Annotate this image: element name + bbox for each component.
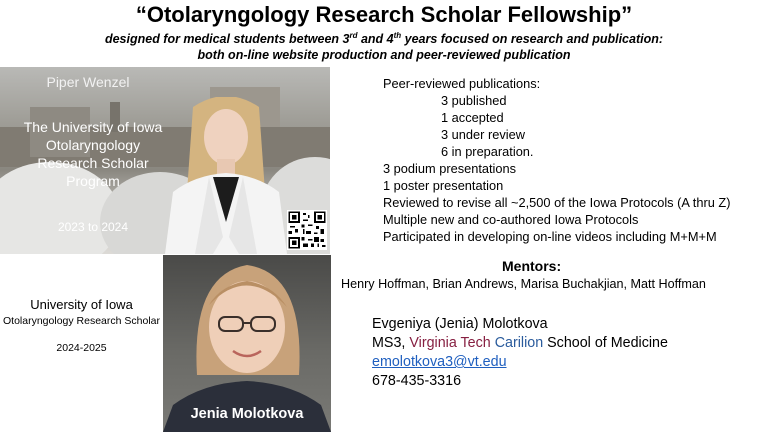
accomplishment-item: Multiple new and co-authored Iowa Protocols <box>383 212 639 227</box>
publication-stat: 3 published <box>441 93 507 108</box>
subtitle-line-1: designed for medical students between 3rd and 4th years focused on research and publication: <box>104 31 664 47</box>
publication-stat: 1 accepted <box>441 110 504 125</box>
email-link[interactable]: emolotkova3@vt.edu <box>372 354 507 370</box>
scholar-2-photo-name: Jenia Molotkova <box>190 406 304 422</box>
page-title: “Otolaryngology Research Scholar Fellowship” <box>135 2 633 27</box>
contact-name: Evgeniya (Jenia) Molotkova <box>372 316 548 332</box>
program-line-1: The University of Iowa <box>23 119 163 135</box>
mentors-heading: Mentors: <box>502 258 562 274</box>
program-line-4: Program <box>66 173 120 189</box>
program-line-3: Research Scholar <box>37 155 149 171</box>
publication-stat: 6 in preparation. <box>441 144 534 159</box>
carilion-label: Carilion <box>494 335 544 351</box>
scholar-1-years: 2023 to 2024 <box>57 220 129 234</box>
accomplishment-item: 3 podium presentations <box>383 161 517 176</box>
accomplishment-item: 1 poster presentation <box>383 178 504 193</box>
scholar-2-caption-line-1: University of Iowa <box>30 297 133 312</box>
accomplishment-item: Reviewed to revise all ~2,500 of the Iowa Protocols (A thru Z) <box>383 195 731 210</box>
contact-phone: 678-435-3316 <box>372 373 462 389</box>
scholar-1-name: Piper Wenzel <box>46 74 130 90</box>
contact-school: MS3, Virginia Tech Carilion School of Medicine <box>372 335 668 351</box>
scholar-photo-panel-1 <box>0 67 330 254</box>
scholar-2-caption-line-2: Otolaryngology Research Scholar <box>3 315 160 327</box>
program-line-2: Otolaryngology <box>45 137 141 153</box>
publications-heading: Peer-reviewed publications: <box>383 76 541 91</box>
subtitle-line-2: both on-line website production and peer-reviewed publication <box>197 48 571 62</box>
qr-code[interactable] <box>287 210 327 250</box>
scholar-2-years: 2024-2025 <box>56 342 107 354</box>
virginia-tech-label: Virginia Tech <box>409 335 491 351</box>
scholar-photo-panel-2 <box>163 255 331 432</box>
mentors-list: Henry Hoffman, Brian Andrews, Marisa Buchakjian, Matt Hoffman <box>341 277 706 291</box>
contact-email-row <box>372 354 507 370</box>
publication-stat: 3 under review <box>441 127 525 142</box>
accomplishment-item: Participated in developing on-line videos including M+M+M <box>383 229 717 244</box>
